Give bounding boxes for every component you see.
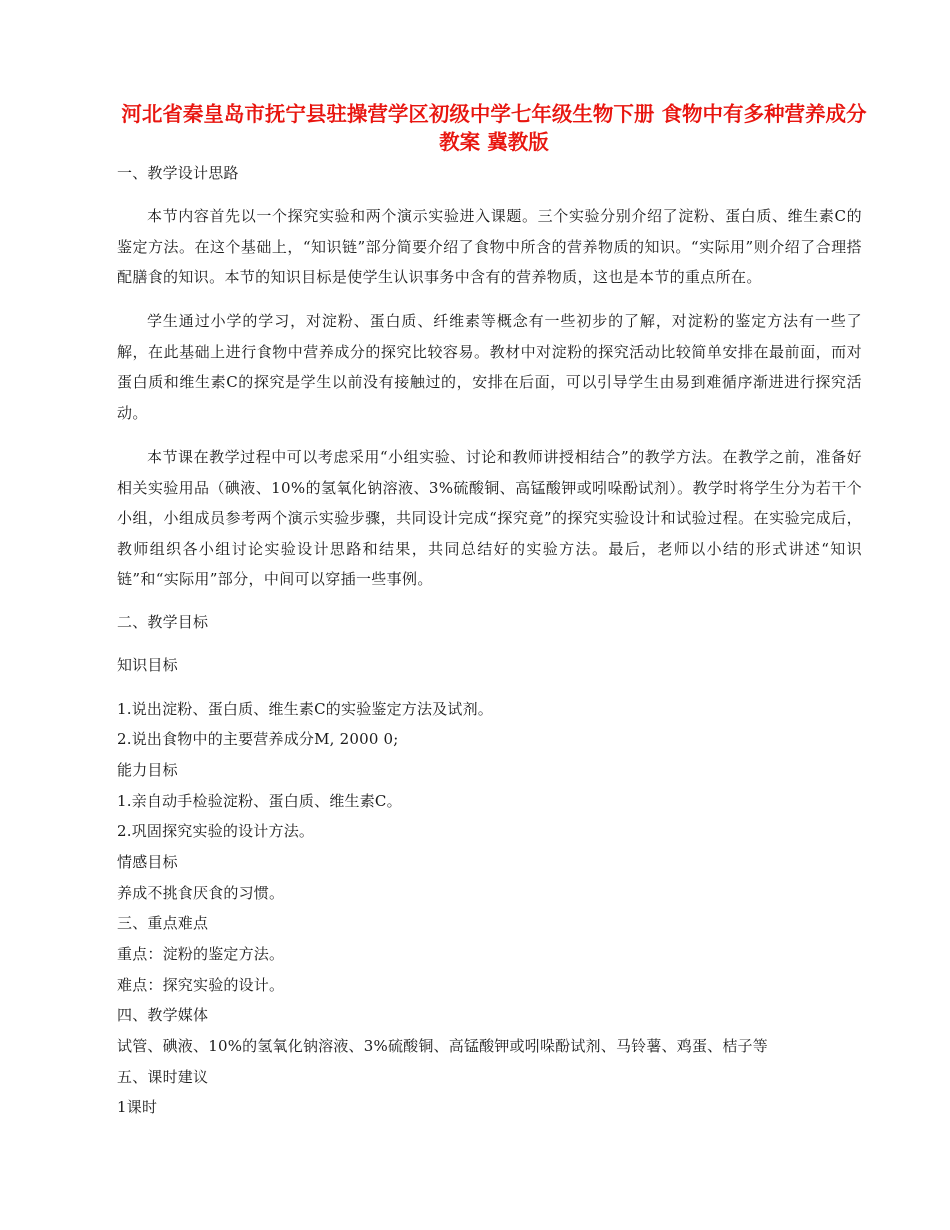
knowledge-goal-item: 2.说出食物中的主要营养成分M, 2000 0; bbox=[117, 730, 399, 748]
section-heading-key-points: 三、重点难点 bbox=[117, 914, 209, 932]
paragraph-student-background: 学生通过小学的学习，对淀粉、蛋白质、纤维素等概念有一些初步的了解，对淀粉的鉴定方法有一些了解，在此基础上进行食物中营养成分的探究比较容易。教材中对淀粉的探究活动比较简单安排在最前面，而对蛋白质和维生素C的探究是学生以前没有接触过的，安排在后面，可以引导学生由易到难循序渐进进行探究活动。 bbox=[117, 312, 862, 422]
knowledge-goal-item: 1.说出淀粉、蛋白质、维生素C的实验鉴定方法及试剂。 bbox=[117, 700, 493, 718]
key-point-text: 重点：淀粉的鉴定方法。 bbox=[117, 945, 285, 963]
section-heading-teaching-goals: 二、教学目标 bbox=[117, 613, 209, 631]
section-heading-design-ideas: 一、教学设计思路 bbox=[117, 164, 239, 182]
ability-goal-item: 2.巩固探究实验的设计方法。 bbox=[117, 822, 315, 840]
lesson-hours-text: 1课时 bbox=[117, 1098, 158, 1116]
paragraph-teaching-method: 本节课在教学过程中可以考虑采用“小组实验、讨论和教师讲授相结合”的教学方法。在教学之前，准备好相关实验用品（碘液、10%的氢氧化钠溶液、3%硫酸铜、高锰酸钾或吲哚酚试剂）。教学时将学生分为若干个小组，小组成员参考两个演示实验步骤，共同设计完成“探究竟”的探究实验设计和试验过程。在实验完成后，教师组织各小组讨论实验设计思路和结果，共同总结好的实验方法。最后，老师以小结的形式讲述“知识链”和“实际用”部分，中间可以穿插一些事例。 bbox=[117, 448, 862, 588]
emotion-goal-item: 养成不挑食厌食的习惯。 bbox=[117, 884, 285, 902]
ability-goal-item: 1.亲自动手检验淀粉、蛋白质、维生素C。 bbox=[117, 792, 402, 810]
section-heading-teaching-media: 四、教学媒体 bbox=[117, 1006, 209, 1024]
teaching-media-list: 试管、碘液、10%的氢氧化钠溶液、3%硫酸铜、高锰酸钾或吲哚酚试剂、马铃薯、鸡蛋、桔子等 bbox=[117, 1037, 768, 1055]
knowledge-goal-heading: 知识目标 bbox=[117, 656, 178, 674]
ability-goal-heading: 能力目标 bbox=[117, 761, 178, 779]
section-heading-lesson-hours: 五、课时建议 bbox=[117, 1068, 209, 1086]
difficult-point-text: 难点：探究实验的设计。 bbox=[117, 976, 285, 994]
emotion-goal-heading: 情感目标 bbox=[117, 853, 178, 871]
document-title: 河北省秦皇岛市抚宁县驻操营学区初级中学七年级生物下册 食物中有多种营养成分教案 冀教版 bbox=[121, 102, 867, 154]
paragraph-design-intro: 本节内容首先以一个探究实验和两个演示实验进入课题。三个实验分别介绍了淀粉、蛋白质、维生素C的鉴定方法。在这个基础上，“知识链”部分简要介绍了食物中所含的营养物质的知识。“实际用”则介绍了合理搭配膳食的知识。本节的知识目标是使学生认识事务中含有的营养物质，这也是本节的重点所在。 bbox=[117, 207, 862, 286]
